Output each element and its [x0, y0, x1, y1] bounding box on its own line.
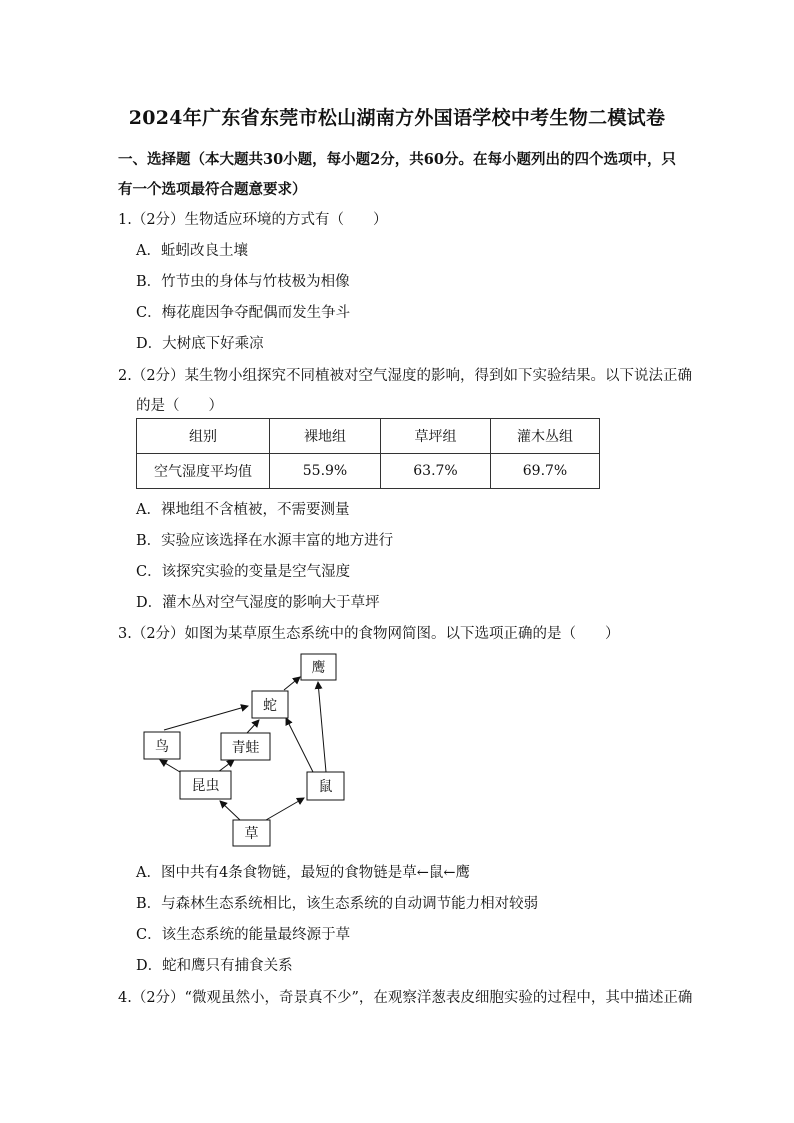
page-title: 2024年广东省东莞市松山湖南方外国语学校中考生物二模试卷: [128, 107, 666, 129]
food-web-arrow: [286, 718, 313, 772]
question-2-stem-line-2: 的是（ ）: [136, 398, 223, 414]
question-2-option-a: A．裸地组不含植被，不需要测量: [136, 502, 350, 518]
table-cell: 55.9%: [270, 454, 381, 489]
question-1-option-b: B．竹节虫的身体与竹枝极为相像: [136, 274, 350, 290]
food-web-arrow: [160, 760, 180, 772]
section-heading-line-1: 一、选择题（本大题共30小题，每小题2分，共60分。在每小题列出的四个选项中，只: [118, 151, 676, 168]
food-web-node-eagle: 鹰: [311, 660, 326, 676]
food-web-node-insect: 昆虫: [191, 778, 220, 794]
question-3-stem: 3.（2分）如图为某草原生态系统中的食物网简图。以下选项正确的是（ ）: [118, 626, 620, 642]
food-web-arrow: [164, 706, 248, 730]
question-3-option-d: D．蛇和鹰只有捕食关系: [136, 958, 293, 974]
question-1-option-d: D．大树底下好乘凉: [136, 336, 264, 352]
table-header-cell: 裸地组: [270, 419, 381, 454]
food-web-node-frog: 青蛙: [231, 740, 260, 756]
food-web-arrow: [266, 798, 304, 820]
question-4-stem: 4.（2分）“微观虽然小，奇景真不少”，在观察洋葱表皮细胞实验的过程中，其中描述正确: [118, 990, 693, 1006]
table-row: [137, 454, 600, 489]
question-2-option-b: B．实验应该选择在水源丰富的地方进行: [136, 533, 394, 549]
question-3-option-c: C．该生态系统的能量最终源于草: [136, 927, 351, 943]
question-2-option-d: D．灌木丛对空气湿度的影响大于草坪: [136, 595, 380, 611]
question-2-stem-line-1: 2.（2分）某生物小组探究不同植被对空气湿度的影响，得到如下实验结果。以下说法正确: [118, 368, 693, 384]
food-web-arrow: [318, 682, 326, 772]
food-web-diagram: [130, 648, 360, 850]
food-web-node-bird: 鸟: [155, 739, 169, 755]
question-2-option-c: C．该探究实验的变量是空气湿度: [136, 564, 351, 580]
question-1-option-c: C．梅花鹿因争夺配偶而发生争斗: [136, 305, 351, 321]
table-header-cell: 草坪组: [381, 419, 491, 454]
section-heading-line-2: 有一个选项最符合题意要求）: [118, 181, 307, 198]
food-web-arrow: [220, 801, 240, 820]
food-web-arrow: [284, 677, 300, 690]
question-1-option-a: A．蚯蚓改良土壤: [136, 243, 248, 259]
table-cell: 空气湿度平均值: [137, 454, 270, 489]
humidity-table: [136, 418, 600, 489]
table-cell: 63.7%: [381, 454, 491, 489]
question-1-stem: 1.（2分）生物适应环境的方式有（ ）: [118, 212, 388, 228]
food-web-node-snake: 蛇: [263, 698, 277, 714]
food-web-arrow: [218, 760, 234, 772]
question-3-option-b: B．与森林生态系统相比，该生态系统的自动调节能力相对较弱: [136, 896, 539, 912]
table-header-row: [137, 419, 600, 454]
food-web-arrow: [247, 720, 259, 733]
table-cell: 69.7%: [491, 454, 600, 489]
table-header-cell: 灌木丛组: [491, 419, 600, 454]
table-header-cell: 组别: [137, 419, 270, 454]
question-3-option-a: A．图中共有4条食物链，最短的食物链是草←鼠←鹰: [136, 865, 470, 881]
food-web-node-grass: 草: [244, 826, 259, 842]
food-web-node-mouse: 鼠: [318, 779, 333, 795]
